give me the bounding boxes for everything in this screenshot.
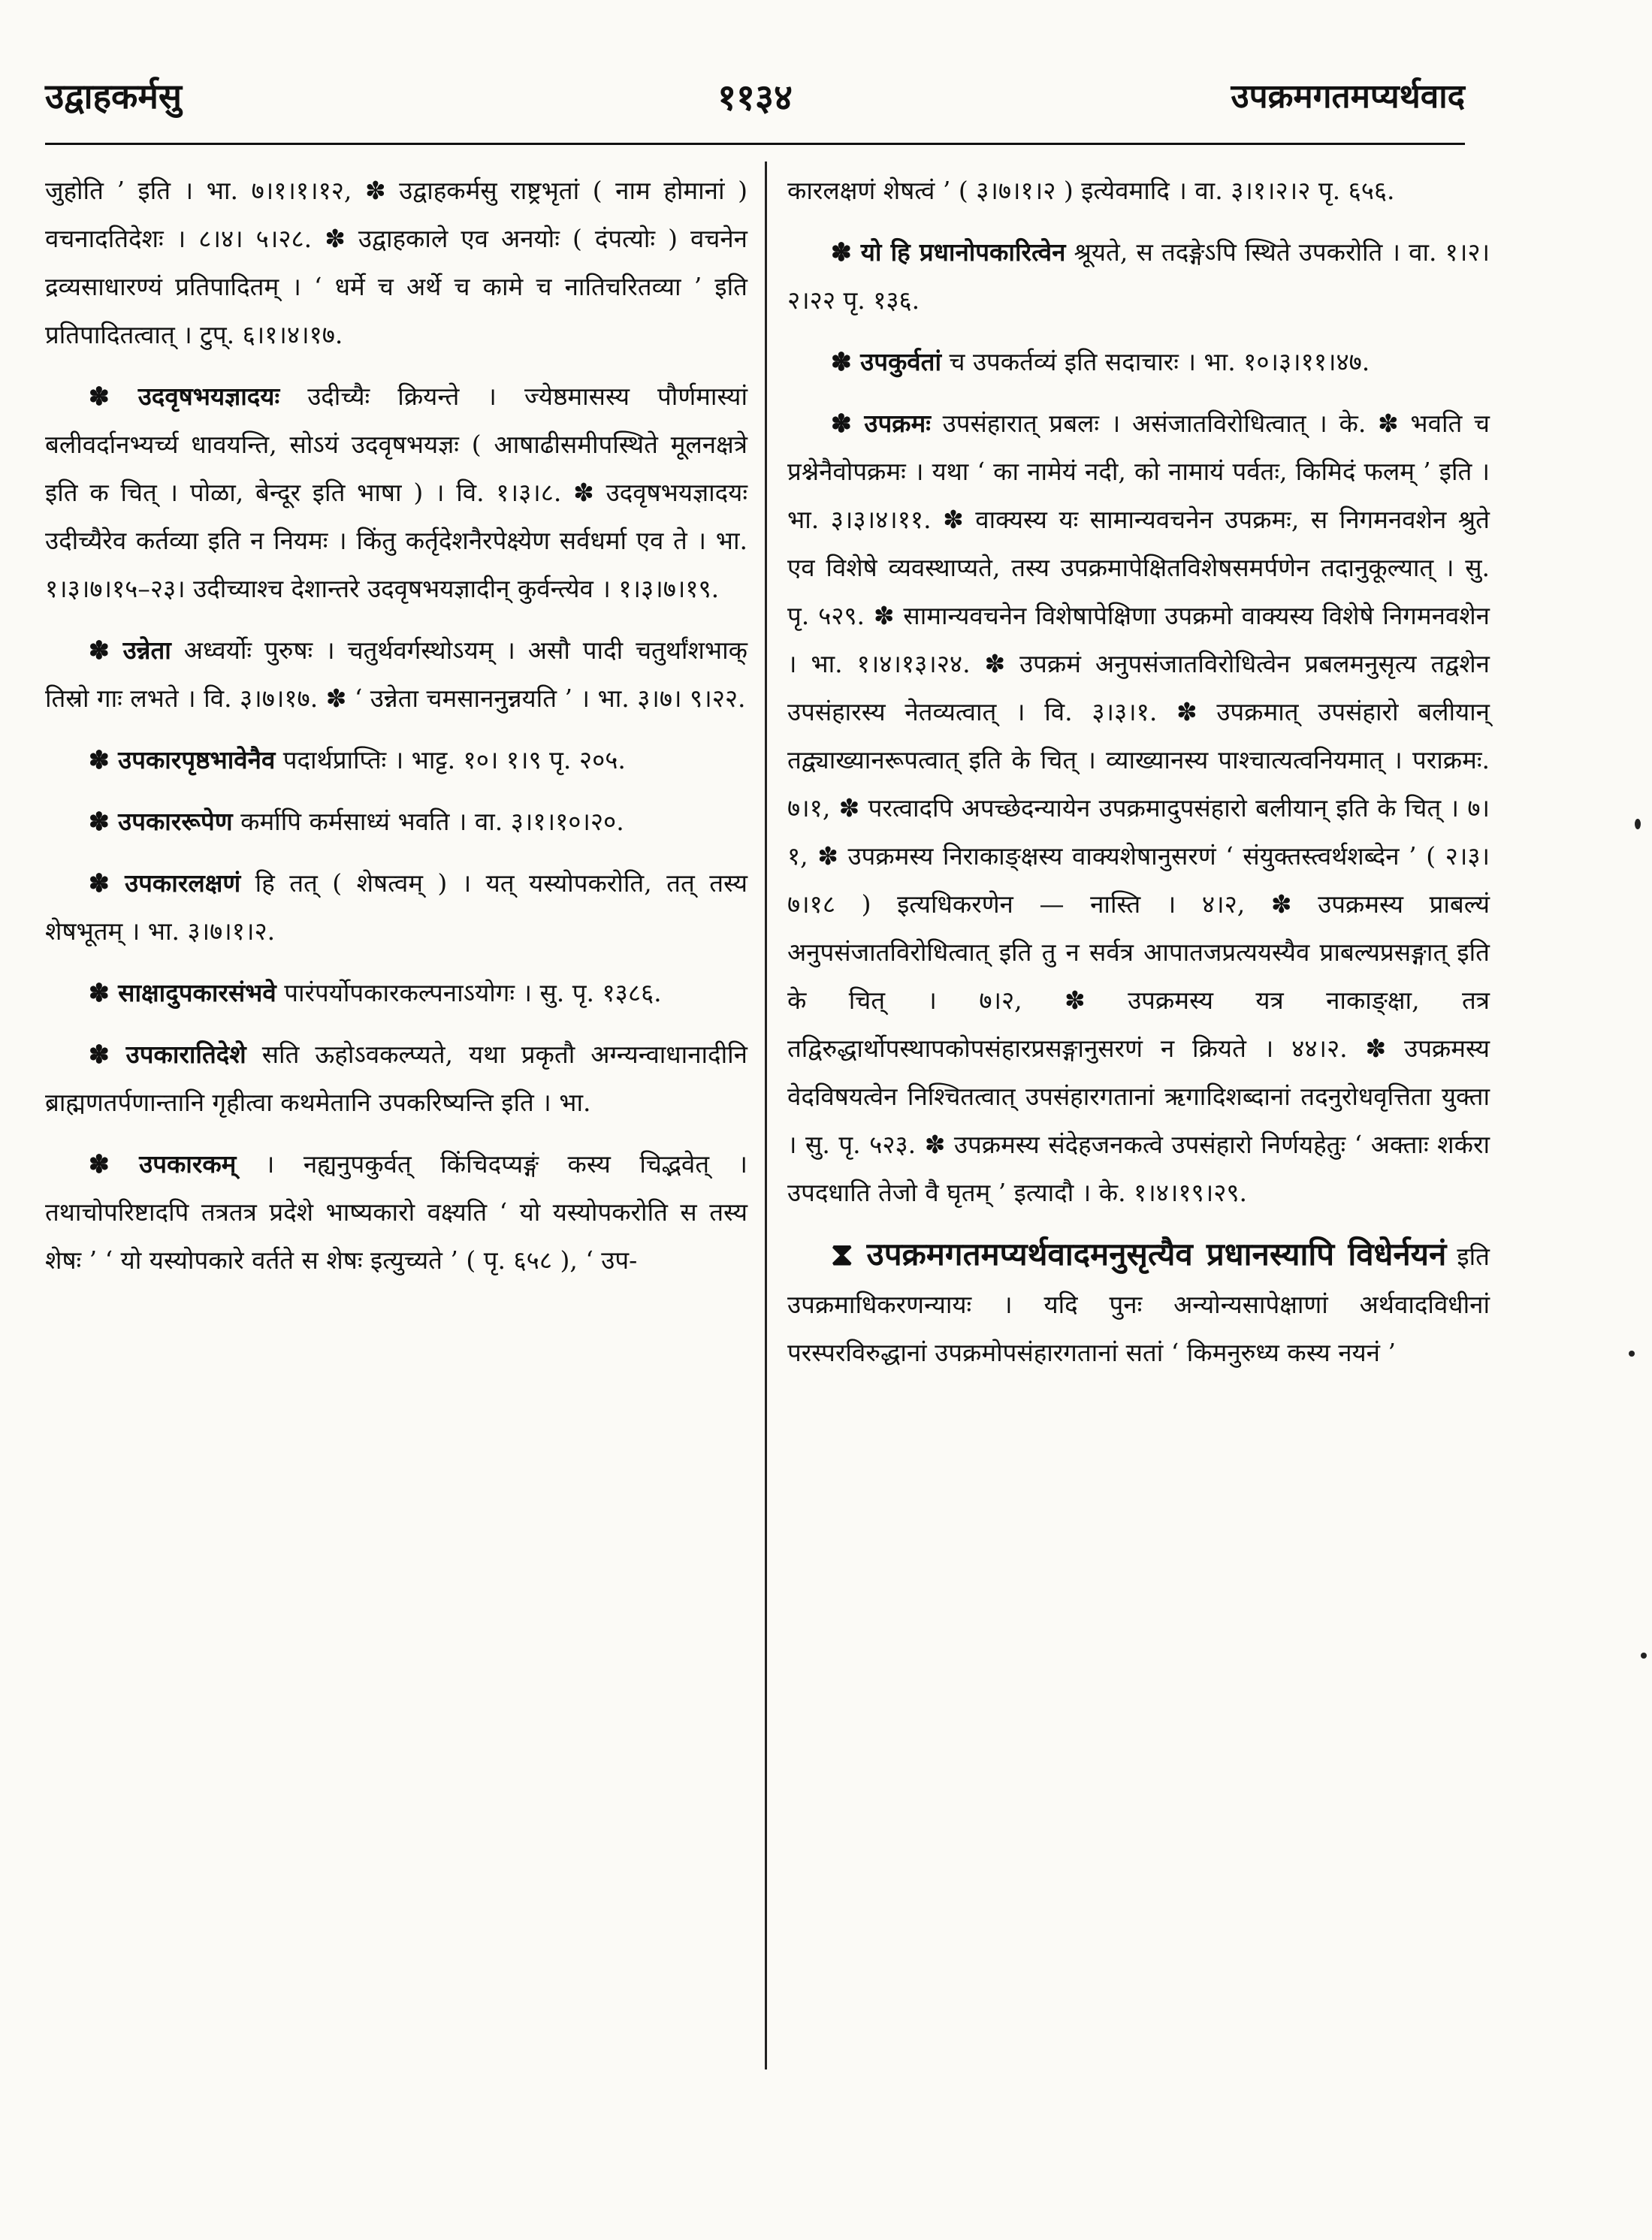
scan-speck xyxy=(1635,819,1641,829)
entry-headword: ✽ उपक्रमः xyxy=(831,409,931,438)
left-column xyxy=(45,167,747,1298)
page-number: ११३४ xyxy=(717,77,793,119)
header-rule xyxy=(45,143,1465,145)
entry-headword: ✽ यो हि प्रधानोपकारित्वेन xyxy=(831,237,1066,267)
entry-paragraph: ✽ उन्नेता अध्वर्योः पुरुषः । चतुर्थवर्गस्थोऽयम् । असौ पादी चतुर्थांशभाक् तिस्रो गाः लभते । वि. ३।७।१७. ✽ ‘ उन्नेता चमसाननुन्नयति ’ । भा. ३।७। ९।२२. xyxy=(45,635,748,713)
column-divider xyxy=(765,162,767,2069)
entry-paragraph: ✽ उपकाररूपेण कर्मापि कर्मसाध्यं भवति । वा. ३।१।१०।२०. xyxy=(89,807,624,836)
entry-paragraph: ✽ उपकारपृष्ठभावेनैव पदार्थप्राप्तिः । भाट्ट. १०। १।९ पृ. २०५. xyxy=(89,745,626,774)
right-column xyxy=(787,167,1490,1390)
entry-paragraph: ✽ उपकारलक्षणं हि तत् ( शेषत्वम् ) । यत् यस्योपकरोति, तत् तस्य शेषभूतम् । भा. ३।७।१।२. xyxy=(45,868,748,946)
entry-headword: ✽ उदवृषभयज्ञादयः xyxy=(89,382,280,411)
maxim-headword: ⧗ उपक्रमगतमप्यर्थवादमनुसृत्यैव प्रधानस्यापि विधेर्नयनं xyxy=(831,1236,1447,1272)
page-header xyxy=(45,72,1465,132)
entry-headword: ✽ उन्नेता xyxy=(89,635,171,665)
running-head-left: उद्वाहकर्मसु xyxy=(45,76,182,116)
entry-headword: ✽ उपकारलक्षणं xyxy=(89,868,241,898)
scan-speck xyxy=(1641,1653,1647,1659)
entry-paragraph: जुहोति ’ इति । भा. ७।१।१।१२, ✽ उद्वाहकर्मसु राष्ट्रभृतां ( नाम होमानां ) वचनादतिदेशः । ८।४। ५।२८. ✽ उद्वाहकाले एव अनयोः ( दंपत्योः ) वचनेन द्रव्यसाधारण्यं प्रतिपादितम् । ‘ धर्मे च अर्थे च कामे च नातिचरितव्या ’ इति प्रतिपादितत्वात् । टुप्. ६।१।४।१७. xyxy=(45,176,747,349)
entry-headword: ✽ उपकारकम् xyxy=(89,1149,237,1179)
entry-paragraph: ✽ उपकुर्वतां च उपकर्तव्यं इति सदाचारः । भा. १०।३।११।४७. xyxy=(831,347,1370,376)
entry-paragraph: ✽ उपकारकम् । नह्यनुपकुर्वत् किंचिदप्यङ्गं कस्य चिद्भवेत् । तथाचोपरिष्टादपि तत्रतत्र प्रदेशे भाष्यकारो वक्ष्यति ‘ यो यस्योपकरोति स तस्य शेषः ’ ‘ यो यस्योपकारे वर्तते स शेषः इत्युच्यते ’ ( पृ. ६५८ ), ‘ उप- xyxy=(45,1149,747,1275)
entry-paragraph: ✽ साक्षादुपकारसंभवे पारंपर्योपकारकल्पनाऽयोगः । सु. पृ. १३८६. xyxy=(89,978,662,1007)
running-head-right: उपक्रमगतमप्यर्थवाद xyxy=(1231,77,1465,116)
entry-paragraph: ✽ उपकारातिदेशे सति ऊहोऽवकल्प्यते, यथा प्रकृतौ अग्न्यन्वाधानादीनि ब्राह्मणतर्पणान्तानि गृहीत्वा कथमेतानि उपकरिष्यन्ति इति । भा. xyxy=(45,1040,747,1117)
entry-headword: ✽ साक्षादुपकारसंभवे xyxy=(89,978,276,1007)
entry-paragraph: ✽ यो हि प्रधानोपकारित्वेन श्रूयते, स तदङ्गेऽपि स्थिते उपकरोति । वा. १।२।२।२२ पृ. १३६. xyxy=(787,237,1490,315)
entry-headword: ✽ उपकारपृष्ठभावेनैव xyxy=(89,745,276,774)
maxim-paragraph: ⧗ उपक्रमगतमप्यर्थवादमनुसृत्यैव प्रधानस्यापि विधेर्नयनं इति उपक्रमाधिकरणन्यायः । यदि पुनः अन्योन्यसापेक्षाणां अर्थवादविधीनां परस्परविरुद्धानां उपक्रमोपसंहारगतानां सतां ‘ किमनुरुध्य कस्य नयनं ’ xyxy=(787,1236,1490,1367)
entry-headword: ✽ उपकुर्वतां xyxy=(831,347,942,376)
entry-headword: ✽ उपकाररूपेण xyxy=(89,807,233,836)
entry-headword: ✽ उपकारातिदेशे xyxy=(89,1040,246,1069)
entry-paragraph: कारलक्षणं शेषत्वं ’ ( ३।७।१।२ ) इत्येवमादि । वा. ३।१।२।२ पृ. ६५६. xyxy=(787,176,1395,205)
entry-paragraph: ✽ उदवृषभयज्ञादयः उदीच्यैः क्रियन्ते । ज्येष्ठमासस्य पौर्णमास्यां बलीवर्दानभ्यर्च्य धावयन्ति, सोऽयं उदवृषभयज्ञः ( आषाढीसमीपस्थिते मूलनक्षत्रे इति क चित् । पोळा, बेन्दूर इति भाषा ) । वि. १।३।८. ✽ उदवृषभयज्ञादयः उदीच्यैरेव कर्तव्या इति न नियमः । किंतु कर्तृदेशनैरपेक्ष्येण सर्वधर्मा एव ते । भा. १।३।७।१५–२३। उदीच्याश्च देशान्तरे उदवृषभयज्ञादीन् कुर्वन्त्येव । १।३।७।१९. xyxy=(45,382,747,603)
scan-speck xyxy=(1629,1351,1635,1357)
entry-paragraph: ✽ उपक्रमः उपसंहारात् प्रबलः । असंजातविरोधित्वात् । के. ✽ भवति च प्रश्नेनैवोपक्रमः । यथा ‘ का नामेयं नदी, को नामायं पर्वतः, किमिदं फलम् ’ इति । भा. ३।३।४।११. ✽ वाक्यस्य यः सामान्यवचनेन उपक्रमः, स निगमनवशेन श्रुते एव विशेषे व्यवस्थाप्यते, तस्य उपक्रमापेक्षितविशेषसमर्पणेन तदानुकूल्यात् । सु. पृ. ५२९. ✽ सामान्यवचनेन विशेषापेक्षिणा उपक्रमो वाक्यस्य विशेषे निगमनवशेन । भा. १।४।१३।२४. ✽ उपक्रमं अनुपसंजातविरोधित्वेन प्रबलमनुसृत्य तद्वशेन उपसंहारस्य नेतव्यत्वात् । वि. ३।३।१. ✽ उपक्रमात् उपसंहारो बलीयान् तद्व्याख्यानरूपत्वात् इति के चित् । व्याख्यानस्य पाश्चात्यत्वनियमात् । पराक्रमः. ७।१, ✽ परत्वादपि अपच्छेदन्यायेन उपक्रमादुपसंहारो बलीयान् इति के चित् । ७।१, ✽ उपक्रमस्य निराकाङ्क्षस्य वाक्यशेषानुसरणं ‘ संयुक्तस्त्वर्थशब्देन ’ ( २।३।७।१८ ) इत्यधिकरणेन — नास्ति । ४।२, ✽ उपक्रमस्य प्राबल्यं अनुपसंजातविरोधित्वात् इति तु न सर्वत्र आपातजप्रत्ययस्यैव प्राबल्यप्रसङ्गात् इति के चित् । ७।२, ✽ उपक्रमस्य यत्र नाकाङ्क्षा, तत्र तद्विरुद्धार्थोपस्थापकोपसंहारप्रसङ्गानुसरणं न क्रियते । ४४।२. ✽ उपक्रमस्य वेदविषयत्वेन निश्चितत्वात् उपसंहारगतानां ऋगादिशब्दानां तदनुरोधवृत्तिता युक्ता । सु. पृ. ५२३. ✽ उपक्रमस्य संदेहजनकत्वे उपसंहारो निर्णयहेतुः ‘ अक्ताः शर्करा उपदधाति तेजो वै घृतम् ’ इत्यादौ । के. १।४।१९।२९. xyxy=(787,409,1490,1207)
